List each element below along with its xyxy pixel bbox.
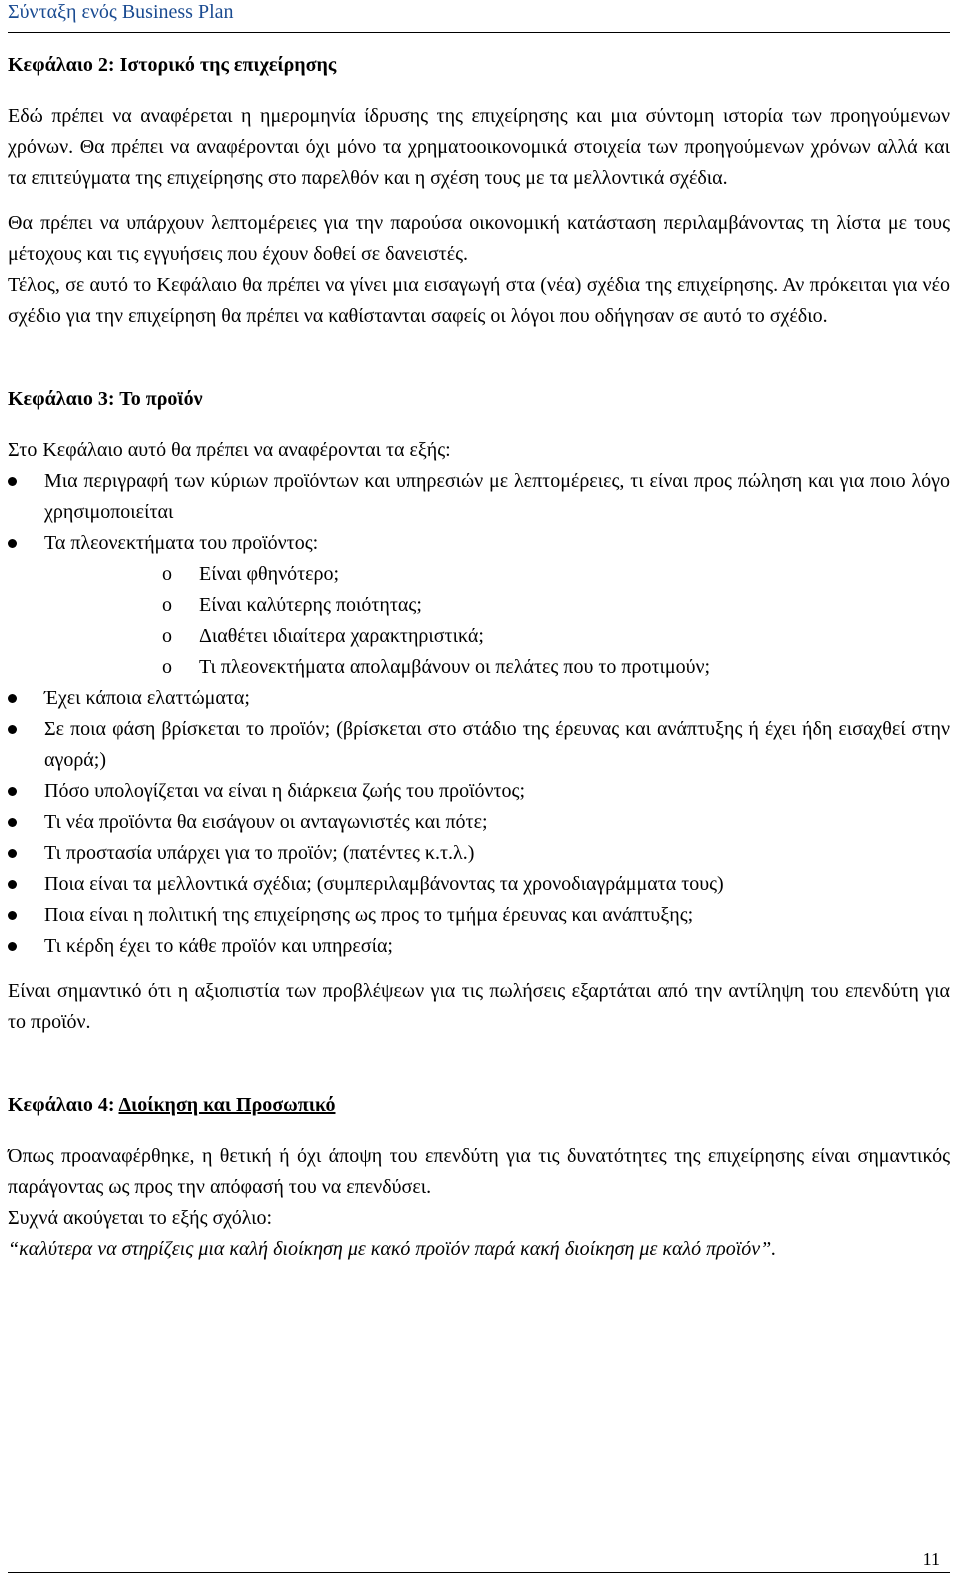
advantages-sublist: [44, 559, 950, 683]
footer-divider: [8, 1572, 950, 1573]
chapter-4-paragraph-2: Συχνά ακούγεται το εξής σχόλιο:: [8, 1207, 273, 1229]
list-item: [8, 528, 950, 683]
chapter-4-heading: [8, 1090, 950, 1121]
spacer: [8, 1121, 950, 1141]
chapter-4-paragraph-1: Όπως προαναφέρθηκε, η θετική ή όχι άποψη του επενδύτη για τις δυνατότητες της επιχείρησης είναι σημαντικός παράγοντας ως προς την απόφασή του να επενδύσει.: [8, 1145, 950, 1198]
list-item: Σε ποια φάση βρίσκεται το προϊόν; (βρίσκεται στο στάδιο της έρευνας και ανάπτυξης ή έχει ήδη εισαχθεί στην αγορά;): [8, 714, 950, 776]
chapter-2-heading: Κεφάλαιο 2: Ιστορικό της επιχείρησης: [8, 54, 337, 76]
chapter-4-quote: “καλύτερα να στηρίζεις μια καλή διοίκηση με κακό προϊόν παρά κακή διοίκηση με καλό προϊόν”.: [8, 1238, 777, 1260]
list-item-text: Τα πλεονεκτήματα του προϊόντος:: [44, 532, 319, 554]
spacer: [8, 81, 950, 101]
chapter-4-heading-prefix: Κεφάλαιο 4:: [8, 1094, 119, 1116]
header-divider: [8, 32, 950, 33]
chapter-2-paragraph-1: Εδώ πρέπει να αναφέρεται η ημερομηνία ίδρυσης της επιχείρησης και μια σύντομη ιστορία των προηγούμενων χρόνων. Θα πρέπει να αναφέρονται όχι μόνο τα χρηματοοικονομικά στοιχεία των προηγούμενων χρόνων αλλά και τα επιτεύγματα της επιχείρησης στο παρελθόν και η σχέση τους με τα μελλοντικά σχέδια.: [8, 105, 950, 189]
spacer: [8, 332, 950, 384]
spacer: [8, 1038, 950, 1090]
chapter-3-heading: [8, 384, 950, 415]
list-item: Πόσο υπολογίζεται να είναι η διάρκεια ζωής του προϊόντος;: [8, 776, 950, 807]
sub-list-item: [44, 652, 950, 683]
sub-list-item-text: Τι πλεονεκτήματα απολαμβάνουν οι πελάτες που το προτιμούν;: [199, 656, 711, 678]
chapter-2-paragraph-3: Τέλος, σε αυτό το Κεφάλαιο θα πρέπει να γίνει μια εισαγωγή στα (νέα) σχέδια της επιχείρησης. Αν πρόκειται για νέο σχέδιο για την επιχείρηση θα πρέπει να καθίστανται σαφείς οι λόγοι που οδήγησαν σε αυτό το σχέδιο.: [8, 274, 950, 327]
sub-list-item: [44, 559, 950, 590]
sub-bullet-marker: o: [162, 656, 172, 678]
chapter-4-heading-title: Διοίκηση και Προσωπικό: [118, 1094, 336, 1116]
chapter-3-outro: Είναι σημαντικό ότι η αξιοπιστία των προβλέψεων για τις πωλήσεις εξαρτάται από την αντίληψη του επενδύτη για το προϊόν.: [8, 980, 950, 1033]
sub-list-item-text: Είναι καλύτερης ποιότητας;: [199, 594, 422, 616]
sub-list-item-text: Είναι φθηνότερο;: [199, 563, 340, 585]
chapter-3-heading-prefix: Κεφάλαιο 3:: [8, 388, 120, 410]
chapter-3-intro: Στο Κεφάλαιο αυτό θα πρέπει να αναφέρονται τα εξής:: [8, 439, 451, 461]
product-bullet-list: [8, 466, 950, 962]
spacer: [8, 962, 950, 976]
page-number: 11: [922, 1549, 940, 1569]
chapter-2-paragraph-2: Θα πρέπει να υπάρχουν λεπτομέρειες για την παρούσα οικονομική κατάσταση περιλαμβάνοντας τη λίστα με τους μέτοχους και τις εγγυήσεις που έχουν δοθεί σε δανειστές.: [8, 212, 950, 265]
list-item: Έχει κάποια ελαττώματα;: [8, 683, 950, 714]
sub-list-item: [44, 621, 950, 652]
list-item: Τι νέα προϊόντα θα εισάγουν οι ανταγωνιστές και πότε;: [8, 807, 950, 838]
list-item: Τι προστασία υπάρχει για το προϊόν; (πατέντες κ.τ.λ.): [8, 838, 950, 869]
list-item: Τι κέρδη έχει το κάθε προϊόν και υπηρεσία;: [8, 931, 950, 962]
list-item: Ποια είναι τα μελλοντικά σχέδια; (συμπεριλαμβάνοντας τα χρονοδιαγράμματα τους): [8, 869, 950, 900]
spacer: [8, 415, 950, 435]
sub-bullet-marker: o: [162, 563, 172, 585]
spacer: [8, 194, 950, 208]
list-item: Μια περιγραφή των κύριων προϊόντων και υπηρεσιών με λεπτομέρειες, τι είναι προς πώληση και για ποιο λόγο χρησιμοποιείται: [8, 466, 950, 528]
chapter-3-heading-title: Το προϊόν: [119, 388, 203, 410]
page-content: [8, 50, 950, 1265]
sub-list-item: [44, 590, 950, 621]
sub-bullet-marker: o: [162, 594, 172, 616]
running-header: Σύνταξη ενός Business Plan: [8, 1, 234, 23]
sub-list-item-text: Διαθέτει ιδιαίτερα χαρακτηριστικά;: [199, 625, 484, 647]
sub-bullet-marker: o: [162, 625, 172, 647]
list-item: Ποια είναι η πολιτική της επιχείρησης ως προς το τμήμα έρευνας και ανάπτυξης;: [8, 900, 950, 931]
